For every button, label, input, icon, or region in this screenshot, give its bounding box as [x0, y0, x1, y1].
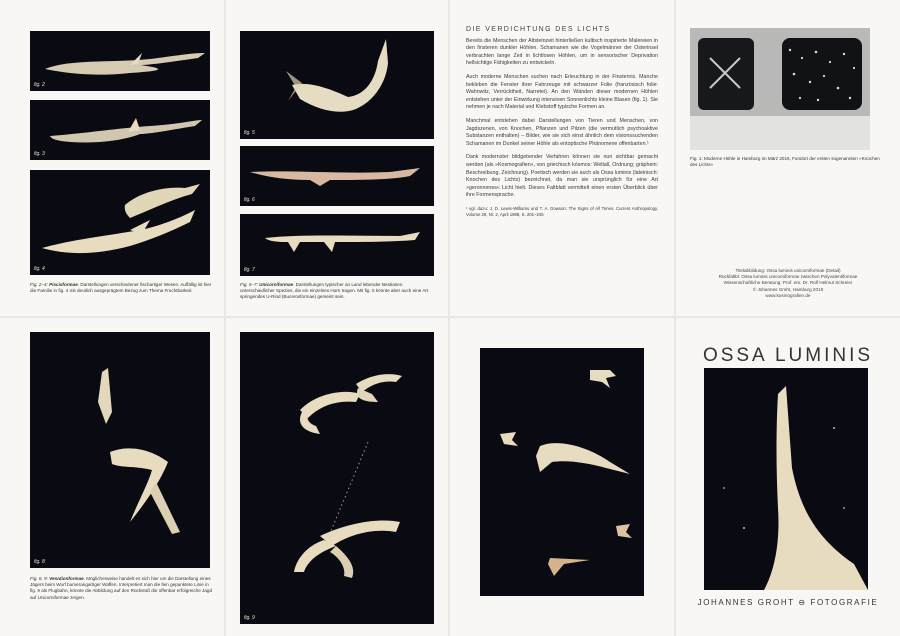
footnote: ¹ vgl. dazu: J. D. Lewis-Williams und T. A. Dowson: The Signs of All Times. Current Anthropology, Volume 29, Nr. 2, April 1988, S. 201–245: [466, 205, 658, 217]
panel-fig9: [226, 318, 448, 636]
hunter-shape: [30, 332, 210, 568]
fig-label: fig. 3: [34, 151, 45, 157]
boomerang-scene: [240, 332, 434, 624]
unicorn-shape: [240, 31, 434, 139]
caption-term: Piscisformae: [49, 282, 78, 287]
caption-fig1: Fig. 1: Moderne Höhle in Hamburg im März 2016, Fundort der ersten sogenannten »Knochen des Lichts«: [690, 156, 880, 168]
fig-label: fig. 6: [244, 197, 255, 203]
caption-lead: Fig. 2–4:: [30, 282, 50, 287]
cover-author: JOHANNES GROHT ⊖ FOTOGRAFIE: [697, 598, 879, 607]
article-paragraph: Bereits die Menschen der Altsteinzeit hinterließen kultisch inspirierte Malereien in den finsteren dunkler Höhlen. Schamanen wie die Vogelmänner der Osterinsel verbrachten lange Zeit in lichtlosen Höhlen, um in sensorischer Deprivation hellsichtige Fähigkeiten zu entwickeln.: [466, 37, 658, 67]
article-paragraph: Auch moderne Menschen suchen nach Erleuchtung in der Finsternis. Manche bekleben die Fenster ihrer Fahrzeuge mit schwarzer Folie (französisch folie: Wahnwitz, Verrücktheit, Narretei). An den Wänden dieser modernen Höhlen entstehen unter der Einwirkung intensiven Sonnenlichts kleine Blasen (fig. 1). Sie nehmen je nach Material und Klebstoff typische Formen an.: [466, 73, 658, 111]
panel-unicorniformae: [226, 0, 448, 316]
credit-line: Rückfaltbl. Ossa luminis unicorniformae zwischen Polyvalentiformae: [718, 274, 858, 280]
fig-label: fig. 7: [244, 267, 255, 273]
panel-venationformae: [0, 318, 224, 636]
unicorn-shape: [240, 146, 434, 206]
caption-piscisformae: [30, 282, 212, 294]
figure-2-photo: [30, 31, 210, 91]
fish-shape: [30, 31, 210, 91]
figure-7-photo: [240, 214, 434, 276]
unicorn-horn-shape: [704, 368, 868, 590]
caption-lead: Fig. 5–7:: [240, 282, 260, 287]
article-heading: DIE VERDICHTUNG DES LICHTS: [466, 26, 611, 33]
credits: [688, 268, 888, 299]
figure-3-photo: [30, 100, 210, 160]
caption-venationformae: [30, 576, 212, 601]
fish-shape: [30, 100, 210, 160]
caption-text: . Darstellungen typischer an Land lebender Bestiarien unterschiedlicher Spezies, die ein einzelnes Horn tragen. Mit fig. 5 könnte aber auch eine Art springendes U-Rind (Bucerosformae) gemeint sein.: [240, 282, 429, 300]
cover-title: OSSA LUMINIS: [702, 345, 874, 366]
credit-line: www.kosmografien.de: [765, 292, 811, 298]
caption-lead: Fig. 8, 9:: [30, 576, 50, 581]
figure-8-photo: [30, 332, 210, 568]
panel-fig1-credits: [676, 0, 900, 316]
caption-term: Unicorniformae: [259, 282, 294, 287]
panel-article: [450, 0, 674, 316]
panel-piscisformae: [0, 0, 224, 316]
fig-label: fig. 8: [34, 559, 45, 565]
caption-text: . Darstellungen verschiedener fischartiger Wesen. Auffällig ist hier die Familie in fig. 4 mit deutlich ausgeprägtem Bezug zum Thema Fruchtbarkeit.: [30, 282, 212, 294]
fig-label: fig. 9: [244, 615, 255, 621]
arrow-shapes: [480, 348, 644, 596]
credit-line: Wissenschaftliche Beratung: Prof. em. Dr. Rolf Helmut Schreier: [723, 280, 853, 286]
figure-4-photo: [30, 170, 210, 275]
caption-unicorniformae: [240, 282, 436, 301]
article-paragraph: Manchmal entstehen dabei Darstellungen von Tieren und Menschen, von Jagdszenen, von Knochen, Pflanzen und Pilzen (die vermutlich psychoaktive Substanzen enthalten) – Bilder, wie sie sich einst ähnlich dem visionssuchenden Schamanen im Dunkel seiner Höhle als entoptische Phänomene offenbarten.¹: [466, 117, 658, 147]
figure-9-photo: [240, 332, 434, 624]
article: [466, 26, 658, 218]
figure-1-photo: [690, 28, 870, 150]
cover-photo: [704, 368, 868, 590]
fish-family-shape: [30, 170, 210, 275]
unicorn-shape: [240, 214, 434, 276]
credit-line: © Johannes Groht, Hamburg 2019: [752, 286, 824, 292]
van-window-photo: [690, 28, 870, 150]
fig-label: fig. 4: [34, 266, 45, 272]
panel-polyvalentiformae: [450, 318, 674, 636]
figure-photo-untitled: [480, 348, 644, 596]
caption-term: Venationformae: [49, 576, 84, 581]
caption-text: . Möglicherweise handelt es sich hier um die Darstellung eines Jägers beim Wurf bumerangartiger Waffen. Interpretiert man die fein gepunktete Linie in fig. 9 als Flugbahn, könnte die Abbildung auf den Rückstoß die offenbar erfolgreiche Jagd auf Unicorniformae zeigen.: [30, 576, 212, 600]
figure-6-photo: [240, 146, 434, 206]
figure-5-photo: [240, 31, 434, 139]
fig-label: fig. 2: [34, 82, 45, 88]
credit-line: Titelabbildung: Ossa luminis unicorniformae (Detail): [735, 268, 841, 273]
article-paragraph: Dank modernster bildgebender Verfahren können sie nun sichtbar gemacht werden (als »Kosmografien«, von griechisch kósmos: Weltall, Ordnung; gráphein: Beschreibung, Zeichnung). Poetisch werden sie auch als Ossa luminis (lateinisch: Knochen des Lichts) bezeichnet, da man sie ursprünglich für eine Art »geronnenes« Licht hielt. Dieses Faltblatt vermittelt einen ersten Überblick über ihre Formensprache.: [466, 154, 658, 199]
fig-label: fig. 5: [244, 130, 255, 136]
